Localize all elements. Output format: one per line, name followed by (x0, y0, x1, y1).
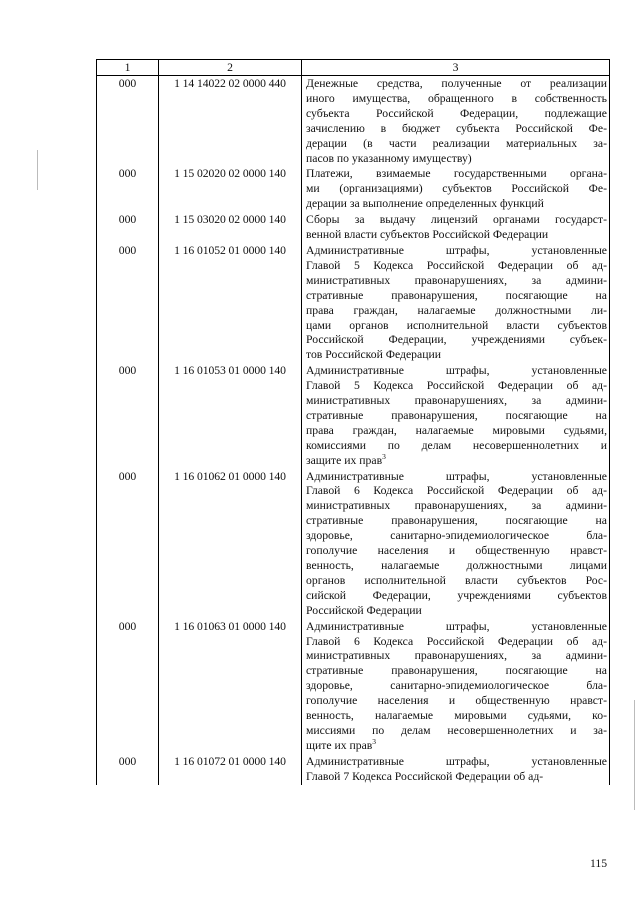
row-category-code: 000 (97, 212, 159, 243)
row-description (302, 619, 610, 754)
description-line: гополучие населения и общественную нравст- (306, 544, 607, 558)
table-row (97, 619, 610, 754)
row-budget-code: 1 16 01053 01 0000 140 (159, 363, 302, 468)
column-header-3: 3 (302, 60, 610, 76)
table-row (97, 754, 610, 785)
description-line: Административные штрафы, установленные (306, 619, 607, 633)
description-line: венность, налагаемые должностными лицами (306, 559, 607, 572)
row-budget-code: 1 16 01072 01 0000 140 (159, 754, 302, 785)
description-line: Административные штрафы, установленные (306, 754, 607, 768)
description-line: министративных правонарушениях, за админи- (306, 394, 607, 408)
description-line: Административные штрафы, установленные (306, 469, 607, 483)
description-line: дерации (в части реализации материальных за- (306, 136, 607, 150)
row-category-code: 000 (97, 166, 159, 212)
table-body (97, 76, 610, 785)
description-line: зачислению в бюджет субъекта Российской Фе- (306, 121, 607, 135)
description-line: министративных правонарушениях, за админи- (306, 649, 607, 663)
row-category-code: 000 (97, 363, 159, 468)
description-line: стративные правонарушения, посягающие на (306, 288, 607, 302)
footnote-marker: 3 (382, 451, 386, 461)
row-category-code: 000 (97, 619, 159, 754)
description-line: здоровье, санитарно-эпидемиологическое бла- (306, 529, 607, 543)
row-budget-code: 1 15 03020 02 0000 140 (159, 212, 302, 243)
description-line: министративных правонарушениях, за админи- (306, 499, 607, 513)
description-line: Российской Федерации (306, 603, 422, 617)
row-description (302, 212, 610, 243)
row-description (302, 754, 610, 785)
description-line: венной власти субъектов Российской Федерации (306, 228, 549, 242)
description-line: тов Российской Федерации (306, 348, 441, 362)
row-budget-code: 1 15 02020 02 0000 140 (159, 166, 302, 212)
description-line: субъекта Российской Федерации, подлежащие (306, 106, 607, 120)
description-line: ми (организациями) субъектов Российской Фе- (306, 182, 607, 196)
description-line: защите их прав$^3$ (306, 451, 386, 467)
description-line: Главой 5 Кодекса Российской Федерации об ад- (306, 258, 607, 272)
row-budget-code: 1 16 01052 01 0000 140 (159, 243, 302, 363)
row-category-code: 000 (97, 469, 159, 619)
description-line: цами органов исполнительной власти субъектов (306, 318, 607, 332)
row-description (302, 363, 610, 468)
row-description (302, 243, 610, 363)
description-line: сийской Федерации, учреждениями субъектов (306, 588, 607, 602)
scan-margin-line-left (37, 150, 38, 190)
row-description (302, 469, 610, 619)
column-header-1: 1 (97, 60, 159, 76)
row-budget-code: 1 14 14022 02 0000 440 (159, 76, 302, 167)
row-description (302, 166, 610, 212)
table-row (97, 212, 610, 243)
description-line: миссиями по делам несовершеннолетних и за- (306, 723, 607, 737)
row-budget-code: 1 16 01063 01 0000 140 (159, 619, 302, 754)
description-line: права граждан, налагаемые мировыми судьями, (306, 423, 607, 437)
description-line: комиссиями по делам несовершеннолетних и (306, 438, 607, 452)
row-category-code: 000 (97, 754, 159, 785)
table-header (97, 60, 610, 76)
description-line: министративных правонарушениях, за админи- (306, 273, 607, 287)
description-line: Административные штрафы, установленные (306, 243, 607, 257)
description-line: пасов по указанному имуществу) (306, 151, 472, 165)
scan-margin-line-right (634, 700, 635, 810)
description-line: гополучие населения и общественную нравст- (306, 694, 607, 708)
table-row (97, 166, 610, 212)
description-line: Главой 6 Кодекса Российской Федерации об ад- (306, 634, 607, 648)
description-line: Российской Федерации, учреждениями субъек- (306, 333, 607, 347)
description-line: стративные правонарушения, посягающие на (306, 514, 607, 528)
table-row (97, 363, 610, 468)
description-line: стративные правонарушения, посягающие на (306, 664, 607, 678)
description-line: Главой 5 Кодекса Российской Федерации об ад- (306, 379, 607, 393)
budget-classification-table (96, 59, 610, 785)
description-line: Денежные средства, полученные от реализации (306, 77, 607, 90)
description-line: Сборы за выдачу лицензий органами государст- (306, 213, 607, 227)
description-line: Платежи, взимаемые государственными органа- (306, 167, 607, 181)
description-line: Главой 7 Кодекса Российской Федерации об ад- (306, 769, 544, 783)
description-line: иного имущества, обращенного в собственность (306, 91, 607, 105)
footnote-marker: 3 (372, 736, 377, 746)
description-line: дерации за выполнение определенных функций (306, 197, 544, 211)
row-budget-code: 1 16 01062 01 0000 140 (159, 469, 302, 619)
description-line: здоровье, санитарно-эпидемиологическое бла- (306, 679, 607, 693)
column-header-2: 2 (159, 60, 302, 76)
description-line: Главой 6 Кодекса Российской Федерации об ад- (306, 484, 607, 498)
page-number: 115 (590, 857, 608, 870)
table-row (97, 243, 610, 363)
description-line: щите их прав$^3$ (306, 736, 377, 752)
description-line: стративные правонарушения, посягающие на (306, 408, 607, 422)
description-line: органов исполнительной власти субъектов Рос- (306, 573, 607, 587)
description-line: Административные штрафы, установленные (306, 364, 607, 378)
description-line: венность, налагаемые мировыми судьями, ко- (306, 709, 607, 723)
table-row (97, 469, 610, 619)
row-category-code: 000 (97, 76, 159, 167)
row-description (302, 76, 610, 167)
table-row (97, 76, 610, 167)
row-category-code: 000 (97, 243, 159, 363)
description-line: права граждан, налагаемые должностными ли- (306, 303, 607, 317)
